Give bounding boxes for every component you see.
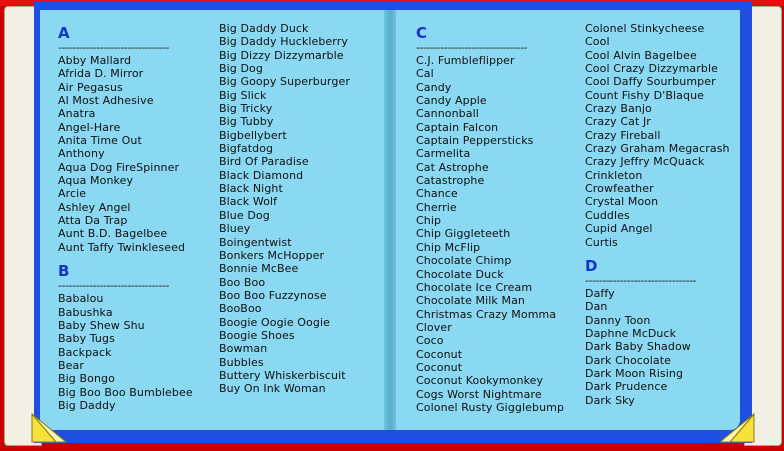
character-name[interactable]: Anthony (58, 147, 105, 161)
character-name[interactable]: Dark Prudence (585, 380, 668, 394)
character-name[interactable]: Daphne McDuck (585, 326, 677, 340)
character-name[interactable]: Crystal Moon (585, 195, 659, 209)
character-name[interactable]: Big Slick (219, 88, 267, 102)
character-name[interactable]: Big Tricky (219, 102, 273, 116)
section-divider: -------------------------------- (416, 42, 528, 54)
character-name[interactable]: Chocolate Milk Man (416, 294, 526, 308)
character-name[interactable]: Backpack (58, 345, 112, 359)
character-name[interactable]: Dan (585, 300, 608, 314)
character-name[interactable]: Carmelita (416, 147, 471, 161)
character-name[interactable]: Chip (416, 214, 442, 228)
character-name[interactable]: Bird Of Paradise (219, 155, 309, 169)
character-name[interactable]: Ashley Angel (58, 200, 131, 214)
character-name[interactable]: Clover (416, 320, 452, 334)
character-name[interactable]: Aunt Taffy Twinkleseed (58, 240, 186, 254)
character-name[interactable]: Big Tubby (219, 115, 274, 129)
section-divider: -------------------------------- (58, 42, 170, 54)
character-name[interactable]: Abby Mallard (58, 54, 132, 67)
section-gap (58, 254, 233, 262)
character-name[interactable]: Bigbellybert (219, 128, 287, 142)
section-letter-heading: D (585, 256, 598, 275)
character-name[interactable]: Dark Chocolate (585, 353, 672, 367)
character-name[interactable]: Cherrie (416, 200, 457, 214)
character-name[interactable]: Big Dizzy Dizzymarble (219, 48, 344, 62)
character-name[interactable]: Big Daddy (58, 398, 116, 412)
character-name[interactable]: Colonel Rusty Gigglebump (416, 400, 565, 414)
character-name[interactable]: Babushka (58, 305, 113, 319)
character-name[interactable]: Bonkers McHopper (219, 248, 325, 262)
character-name[interactable]: Cool Daffy Sourbumper (585, 75, 716, 89)
character-name[interactable]: Buttery Whiskerbiscuit (219, 368, 346, 382)
right-column-1 (416, 24, 591, 414)
character-name[interactable]: Crazy Cat Jr (585, 115, 651, 129)
character-name[interactable]: Anita Time Out (58, 134, 142, 148)
character-name[interactable]: Afrida D. Mirror (58, 67, 144, 81)
character-name[interactable]: Big Daddy Huckleberry (219, 35, 348, 49)
character-name[interactable]: Bubbles (219, 355, 264, 369)
section-letter-heading: C (416, 24, 428, 42)
section-gap (585, 249, 740, 257)
character-name[interactable]: Cool Alvin Bagelbee (585, 48, 697, 62)
character-name[interactable]: Big Boo Boo Bumblebee (58, 385, 193, 399)
character-name[interactable]: Cool Crazy Dizzymarble (585, 62, 718, 76)
character-name[interactable]: Cat Astrophe (416, 160, 489, 174)
character-name[interactable]: Chip Giggleteeth (416, 227, 511, 241)
character-name[interactable]: Daffy (585, 286, 615, 300)
character-name[interactable]: Aqua Monkey (58, 174, 134, 188)
character-name[interactable]: Crazy Fireball (585, 128, 661, 142)
character-name[interactable]: Chance (416, 187, 458, 201)
character-name[interactable]: Chip McFlip (416, 240, 481, 254)
character-name[interactable]: Boo Boo (219, 275, 266, 289)
character-name[interactable]: Cannonball (416, 107, 479, 121)
character-name[interactable]: Count Fishy D'Blaque (585, 88, 705, 102)
character-name[interactable]: Aunt B.D. Bagelbee (58, 227, 168, 241)
character-name[interactable]: Christmas Crazy Momma (416, 307, 557, 321)
character-name[interactable]: Baby Shew Shu (58, 318, 145, 332)
character-name[interactable]: Bluey (219, 222, 251, 236)
character-name[interactable]: Boingentwist (219, 235, 292, 249)
character-name[interactable]: Crowfeather (585, 182, 654, 196)
character-name[interactable]: Candy Apple (416, 94, 487, 108)
left-column-2 (219, 22, 384, 396)
character-name[interactable]: Curtis (585, 235, 618, 249)
character-name[interactable]: Cuddles (585, 208, 630, 222)
character-name[interactable]: Angel-Hare (58, 120, 121, 134)
character-name[interactable]: Candy (416, 80, 452, 94)
section-divider: -------------------------------- (585, 274, 697, 287)
character-name[interactable]: Atta Da Trap (58, 214, 128, 228)
character-name[interactable]: Arcie (58, 187, 87, 201)
character-name[interactable]: Cogs Worst Nightmare (416, 387, 542, 401)
character-name[interactable]: Boogie Oogie Oogie (219, 315, 330, 329)
character-name[interactable]: Cupid Angel (585, 222, 653, 236)
character-name[interactable]: Crinkleton (585, 168, 643, 182)
right-column-2 (585, 22, 740, 407)
character-name[interactable]: Crazy Banjo (585, 102, 652, 116)
character-name[interactable]: Chocolate Ice Cream (416, 280, 533, 294)
character-name[interactable]: Babalou (58, 292, 104, 306)
character-name[interactable]: BooBoo (219, 302, 262, 316)
character-name[interactable]: Boogie Shoes (219, 328, 295, 342)
character-name[interactable]: Big Bongo (58, 372, 115, 386)
character-name[interactable]: Chocolate Duck (416, 267, 504, 281)
character-name[interactable]: Bowman (219, 342, 268, 356)
character-name[interactable]: Baby Tugs (58, 332, 115, 346)
character-name[interactable]: Chocolate Chimp (416, 254, 512, 268)
left-column-1 (58, 24, 233, 412)
character-name[interactable]: Danny Toon (585, 313, 651, 327)
character-name[interactable]: Captain Peppersticks (416, 134, 534, 148)
character-name[interactable]: Black Diamond (219, 168, 304, 182)
character-name[interactable]: Air Pegasus (58, 80, 123, 94)
character-name[interactable]: Bear (58, 358, 84, 372)
character-name[interactable]: Bigfatdog (219, 142, 274, 156)
page-curl-right-icon (716, 412, 756, 446)
character-name[interactable]: Coconut (416, 347, 463, 361)
section-letter-heading: A (58, 24, 70, 42)
right-page (396, 10, 740, 430)
character-name[interactable]: Coconut Kookymonkey (416, 374, 544, 388)
character-name[interactable]: Al Most Adhesive (58, 94, 154, 108)
character-name[interactable]: Black Night (219, 182, 283, 196)
character-name[interactable]: Blue Dog (219, 208, 270, 222)
character-name[interactable]: Big Goopy Superburger (219, 75, 350, 89)
character-name[interactable]: Coconut (416, 360, 463, 374)
character-name[interactable]: Big Daddy Duck (219, 22, 309, 35)
character-name[interactable]: Aqua Dog FireSpinner (58, 160, 180, 174)
character-name[interactable]: Captain Falcon (416, 120, 499, 134)
character-name[interactable]: Crazy Graham Megacrash (585, 142, 730, 156)
left-page (40, 10, 384, 430)
section-letter-heading: B (58, 262, 70, 281)
character-name[interactable]: Cool (585, 35, 610, 49)
page-curl-left-icon (30, 412, 70, 446)
character-name[interactable]: Colonel Stinkycheese (585, 22, 705, 35)
character-name[interactable]: Boo Boo Fuzzynose (219, 288, 327, 302)
character-name[interactable]: Catastrophe (416, 174, 485, 188)
character-name[interactable]: Dark Sky (585, 393, 635, 407)
character-name[interactable]: C.J. Fumbleflipper (416, 54, 515, 67)
character-name[interactable]: Big Dog (219, 62, 263, 76)
character-name[interactable]: Bonnie McBee (219, 262, 299, 276)
character-name[interactable]: Crazy Jeffry McQuack (585, 155, 705, 169)
character-name[interactable]: Dark Baby Shadow (585, 340, 691, 354)
character-name[interactable]: Cal (416, 67, 434, 81)
character-name[interactable]: Anatra (58, 107, 96, 121)
character-name[interactable]: Black Wolf (219, 195, 278, 209)
book-spine (384, 10, 396, 430)
character-name[interactable]: Coco (416, 334, 444, 348)
character-name[interactable]: Dark Moon Rising (585, 366, 684, 380)
section-divider: -------------------------------- (58, 280, 170, 293)
character-name[interactable]: Buy On Ink Woman (219, 382, 326, 396)
